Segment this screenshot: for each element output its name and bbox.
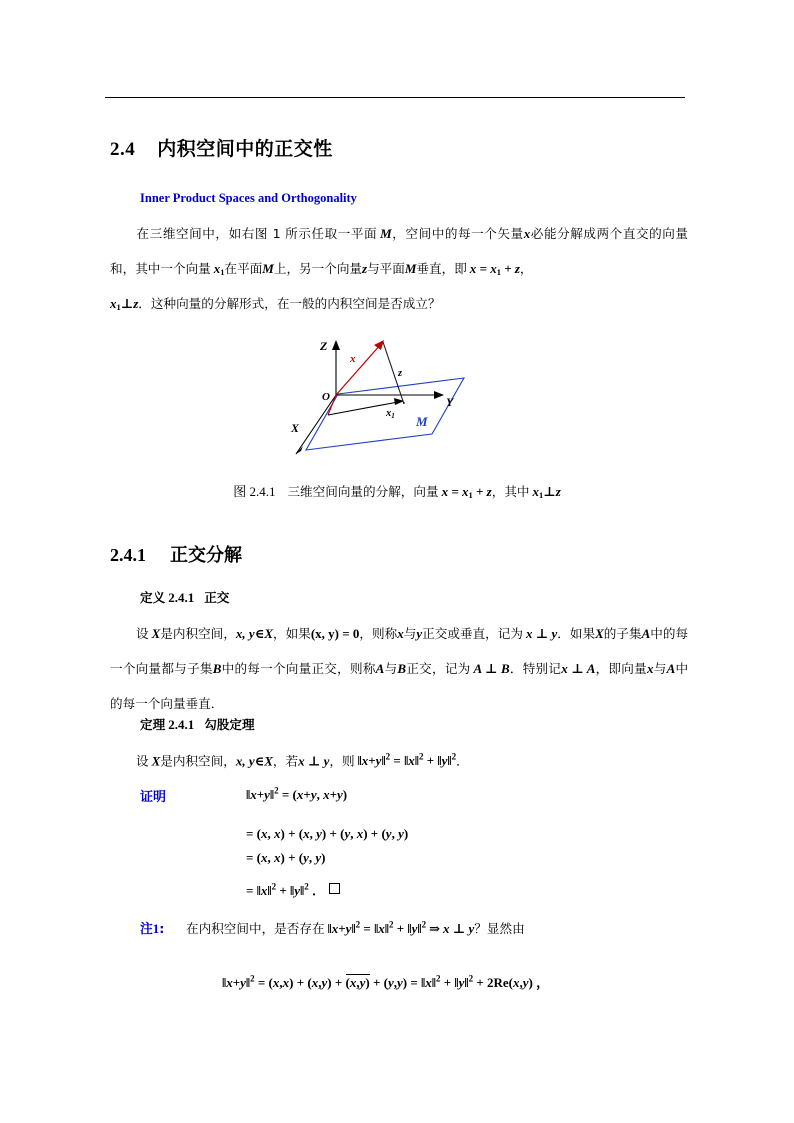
intro-plane-M: M: [380, 226, 392, 241]
figure-caption-mid: ，其中: [491, 484, 530, 499]
intro-line2-f: ，: [519, 261, 533, 276]
def-line3-c: 与: [653, 661, 667, 676]
definition-number: 2.4.1: [168, 590, 195, 605]
vector-z-label: z: [398, 368, 403, 379]
def-perp-AB: A ⊥ B: [473, 661, 510, 676]
intro-vector-x1: $x_1$: [213, 261, 225, 277]
figure-svg: [286, 332, 516, 462]
thm-xy: x, y: [235, 753, 255, 769]
def-x2: x: [646, 661, 654, 676]
def-line1-c: ，如果: [273, 626, 311, 641]
def-y: y: [416, 626, 423, 641]
definition-name: 正交: [204, 590, 230, 605]
note-final-equation: ‖x+y‖$^2$ = (x,x) + (x,y) + (x,y) + (y,y) = ‖x‖$^2$ + ‖y‖$^2$ + 2Re(x,y) ，: [222, 973, 550, 990]
plane-M-shape: [306, 378, 464, 450]
def-line2-b: 中的每一个向量都与子集: [110, 626, 689, 676]
proof-equation-4: = ‖x‖$^2$ + ‖y‖$^2$ ．: [246, 880, 340, 899]
def-X3: X: [595, 626, 604, 641]
note-perp: x ⊥ y: [443, 921, 475, 936]
proof-equation-3: = (x, x) + (y, y): [246, 850, 326, 865]
def-line1-d: ，则称: [359, 626, 398, 641]
def-line3-d: 中的每一个向量垂直．: [110, 661, 689, 711]
def-line3-a: ．特别记: [509, 661, 562, 676]
def-line1-b: 是内积空间，: [160, 626, 236, 641]
plane-M-label: M: [416, 414, 428, 429]
vector-x-arrow: [336, 340, 384, 395]
thm-in-symbol: ∈: [254, 753, 265, 769]
axis-z-label: Z: [320, 339, 328, 353]
intro-paragraph: [110, 216, 688, 290]
def-perp-xA: x ⊥ A: [561, 661, 596, 676]
figure-caption-number: 图 2.4.1: [233, 484, 276, 499]
intro-line3-z: z: [133, 296, 139, 311]
thm-X2: X: [264, 753, 273, 769]
thm-line-b: 是内积空间，: [160, 753, 236, 769]
subsection-title: 正交分解: [170, 545, 242, 566]
header-rule: [105, 97, 685, 98]
def-A3: A: [666, 661, 676, 676]
intro-line3-x1: $x_1$: [110, 296, 121, 312]
note-body: [186, 918, 525, 937]
intro-line2-a: 交的向量和，其中一个向量: [110, 226, 689, 276]
def-xy: x, y: [235, 626, 255, 641]
def-line1-e: 与: [403, 626, 417, 641]
intro-line2-d: 与平面: [367, 261, 405, 276]
proof-equation-1: ‖x+y‖$^2$ = (x+y, x+y): [246, 786, 348, 803]
figure-caption-perp: ⊥: [543, 484, 556, 499]
def-perp-xy: x ⊥ y: [525, 626, 558, 641]
thm-pythagoras-eq: ‖x+y‖$^2$ = ‖x‖$^2$ + ‖y‖$^2$: [357, 752, 457, 769]
figure-caption-z: z: [555, 484, 561, 499]
thm-X: X: [151, 753, 161, 769]
note-body-q: ？显然由: [474, 921, 525, 936]
axis-x-label: X: [291, 421, 300, 435]
intro-line2-e: 垂直，即: [416, 261, 467, 276]
subsection-heading: [110, 541, 242, 567]
def-space-X2: X: [264, 626, 273, 641]
theorem-number: 2.4.1: [168, 717, 195, 732]
def-B: B: [212, 661, 222, 676]
definition-body: [110, 616, 688, 721]
def-in-symbol: ∈: [254, 626, 265, 641]
intro-line1-b: ，空间中的每一个矢量: [391, 226, 524, 241]
thm-perp: x ⊥ y: [298, 753, 330, 769]
thm-line-e: ．: [456, 753, 469, 769]
figure-caption: [0, 481, 794, 500]
intro-vector-z: z: [362, 261, 368, 276]
subsection-number: 2.4.1: [110, 545, 146, 565]
theorem-name: 勾股定理: [204, 717, 255, 732]
note-label: [140, 918, 164, 937]
intro-line2-b: 在平面: [224, 261, 263, 276]
def-inner-product-eq: (x, y) = 0: [310, 626, 360, 641]
def-space-X: X: [151, 626, 161, 641]
intro-line3-b: ．这种向量的分解形式，在一般的内积空间是否成立？: [138, 296, 441, 311]
note-colon: :: [159, 922, 165, 937]
section-number: 2.4: [110, 139, 136, 160]
vector-x1-label: x1: [386, 408, 395, 420]
section-heading: [110, 134, 333, 161]
theorem-body: [110, 742, 688, 776]
figure-caption-text: 三维空间向量的分解，向量: [287, 484, 439, 499]
vector-x-label: x: [350, 353, 356, 365]
qed-box: [329, 883, 340, 894]
definition-label: 定义: [140, 590, 166, 605]
def-B2: B: [397, 661, 407, 676]
note-body-a: 在内积空间中，是否存在: [186, 921, 325, 936]
thm-line-c: ，若: [272, 753, 299, 769]
intro-paragraph-line3: [110, 286, 688, 325]
intro-vector-x: x: [523, 226, 531, 241]
def-A2: A: [375, 661, 385, 676]
proof-equation-2: = (x, x) + (x, y) + (y, x) + (y, y): [246, 826, 409, 841]
axis-x-line: [296, 395, 336, 454]
note-norm-eq: ‖x+y‖$^2$ = ‖x‖$^2$ + ‖y‖$^2$: [327, 919, 427, 936]
thm-line-d: ，则: [329, 753, 355, 769]
def-line2-e: 正交，记为: [406, 661, 471, 676]
note-label-text: 注: [140, 922, 153, 937]
intro-decomposition-eq: $x = x_1 + z$: [469, 261, 520, 277]
axis-z-line: [332, 340, 340, 395]
theorem-runhead: [140, 714, 255, 733]
figure-caption-x1: $x_1$: [532, 484, 544, 500]
intro-line1-c: 必能分解成两个直: [530, 226, 636, 241]
note-implies-symbol: ⇒: [429, 921, 441, 936]
def-line2-a: 的子集: [603, 626, 642, 641]
intro-line3-perp: ⊥: [120, 296, 134, 311]
figure-caption-eq: $x = x_1 + z$: [441, 484, 492, 500]
definition-runhead: [140, 587, 229, 606]
intro-plane-M3: M: [404, 261, 417, 276]
figure-3d-decomposition: [286, 332, 516, 462]
def-line2-d: 与: [384, 661, 398, 676]
thm-line-a: 设: [136, 753, 149, 769]
def-x: x: [397, 626, 404, 641]
def-line3-b: ，即向量: [595, 661, 647, 676]
note-number: 1: [152, 922, 160, 936]
theorem-label: 定理: [140, 717, 166, 732]
intro-line2-c: 上，另一个向量: [273, 261, 362, 276]
def-line1-a: 设: [136, 626, 149, 641]
intro-line1-a: 在三维空间中，如右图 1 所示任取一平面: [136, 226, 378, 241]
def-line1-g: ．如果: [557, 626, 596, 641]
def-line2-c: 中的每一个向量正交，则称: [221, 661, 376, 676]
origin-label: O: [322, 391, 330, 403]
def-line1-f: 正交或垂直，记为: [422, 626, 523, 641]
axis-y-label: Y: [446, 395, 454, 409]
intro-plane-M2: M: [262, 261, 274, 276]
def-A: A: [641, 626, 651, 641]
section-title: 内积空间中的正交性: [157, 138, 333, 160]
proof-label: 证明: [140, 790, 167, 805]
english-subtitle: Inner Product Spaces and Orthogonality: [140, 191, 357, 205]
